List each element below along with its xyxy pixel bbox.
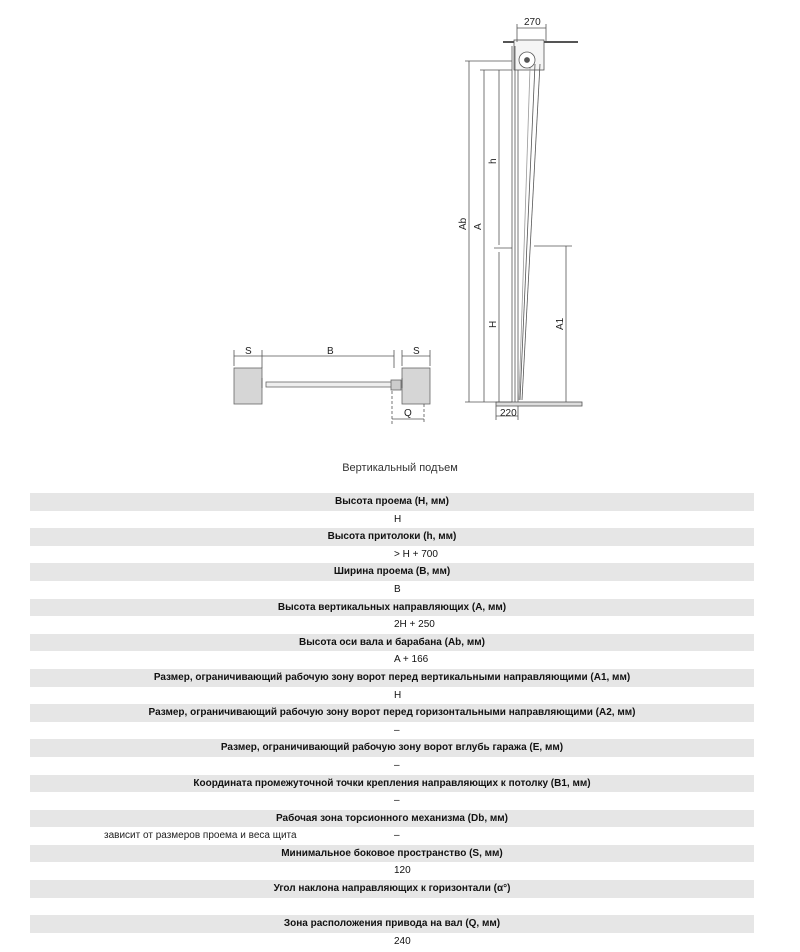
label-h-lower: h <box>488 158 499 164</box>
spec-value: H <box>394 513 402 525</box>
spec-value-row <box>30 933 754 951</box>
spec-value-row <box>30 827 754 845</box>
spec-value: – <box>394 830 400 842</box>
label-bottom-width: 220 <box>500 408 517 419</box>
spec-value: 240 <box>394 935 411 947</box>
plan-view <box>234 350 430 424</box>
label-top-width: 270 <box>524 17 541 28</box>
section-title: Вертикальный подъем <box>342 462 458 474</box>
spec-value: – <box>394 759 400 771</box>
spec-value-row <box>30 616 754 634</box>
spec-value: H <box>394 689 402 701</box>
label-s-left: S <box>245 346 252 357</box>
label-s-right: S <box>413 346 420 357</box>
spec-header: Рабочая зона торсионного механизма (Db, мм) <box>30 810 754 828</box>
spec-value: – <box>394 724 400 736</box>
spec-value: A + 166 <box>394 654 429 666</box>
spec-header: Угол наклона направляющих к горизонтали (α°) <box>30 880 754 898</box>
right-wall <box>402 368 430 404</box>
spec-header: Высота проема (H, мм) <box>30 493 754 511</box>
spec-value-row <box>30 581 754 599</box>
label-a: A <box>473 223 484 230</box>
spec-header: Высота притолоки (h, мм) <box>30 528 754 546</box>
spec-value: B <box>394 583 401 595</box>
spec-value-row <box>30 651 754 669</box>
spec-value: 120 <box>394 865 411 877</box>
label-h-upper: H <box>488 320 499 328</box>
spec-value-row <box>30 546 754 564</box>
spec-header: Размер, ограничивающий рабочую зону ворот вглубь гаража (E, мм) <box>30 739 754 757</box>
spec-header: Минимальное боковое пространство (S, мм) <box>30 845 754 863</box>
left-wall <box>234 368 262 404</box>
spec-value-row <box>30 687 754 705</box>
drive-block <box>391 380 401 390</box>
spec-header: Размер, ограничивающий рабочую зону ворот перед вертикальными направляющими (A1, мм) <box>30 669 754 687</box>
spec-value-row <box>30 792 754 810</box>
spec-header: Ширина проема (B, мм) <box>30 563 754 581</box>
spec-header: Высота вертикальных направляющих (A, мм) <box>30 599 754 617</box>
spec-value-row <box>30 862 754 880</box>
spec-header: Координата промежуточной точки крепления направляющих к потолку (B1, мм) <box>30 775 754 793</box>
door-panel <box>266 382 396 387</box>
spec-value-row <box>30 757 754 775</box>
side-view <box>465 24 582 420</box>
label-q: Q <box>404 408 412 419</box>
spec-table <box>30 493 754 950</box>
spec-header: Высота оси вала и барабана (Ab, мм) <box>30 634 754 652</box>
spec-value-row <box>30 511 754 529</box>
spec-value-row <box>30 722 754 740</box>
spec-value: – <box>394 795 400 807</box>
spec-header: Зона расположения привода на вал (Q, мм) <box>30 915 754 933</box>
spec-value: 2H + 250 <box>394 619 435 631</box>
spec-header: Размер, ограничивающий рабочую зону ворот перед горизонтальными направляющими (A2, мм) <box>30 704 754 722</box>
spec-value: > H + 700 <box>394 548 438 560</box>
technical-drawing <box>0 0 800 460</box>
spec-value-row <box>30 898 754 916</box>
label-ab: Ab <box>458 217 469 230</box>
spec-note: зависит от размеров проема и веса щита <box>104 830 297 842</box>
label-b: B <box>327 346 334 357</box>
label-a1: A1 <box>555 317 566 330</box>
